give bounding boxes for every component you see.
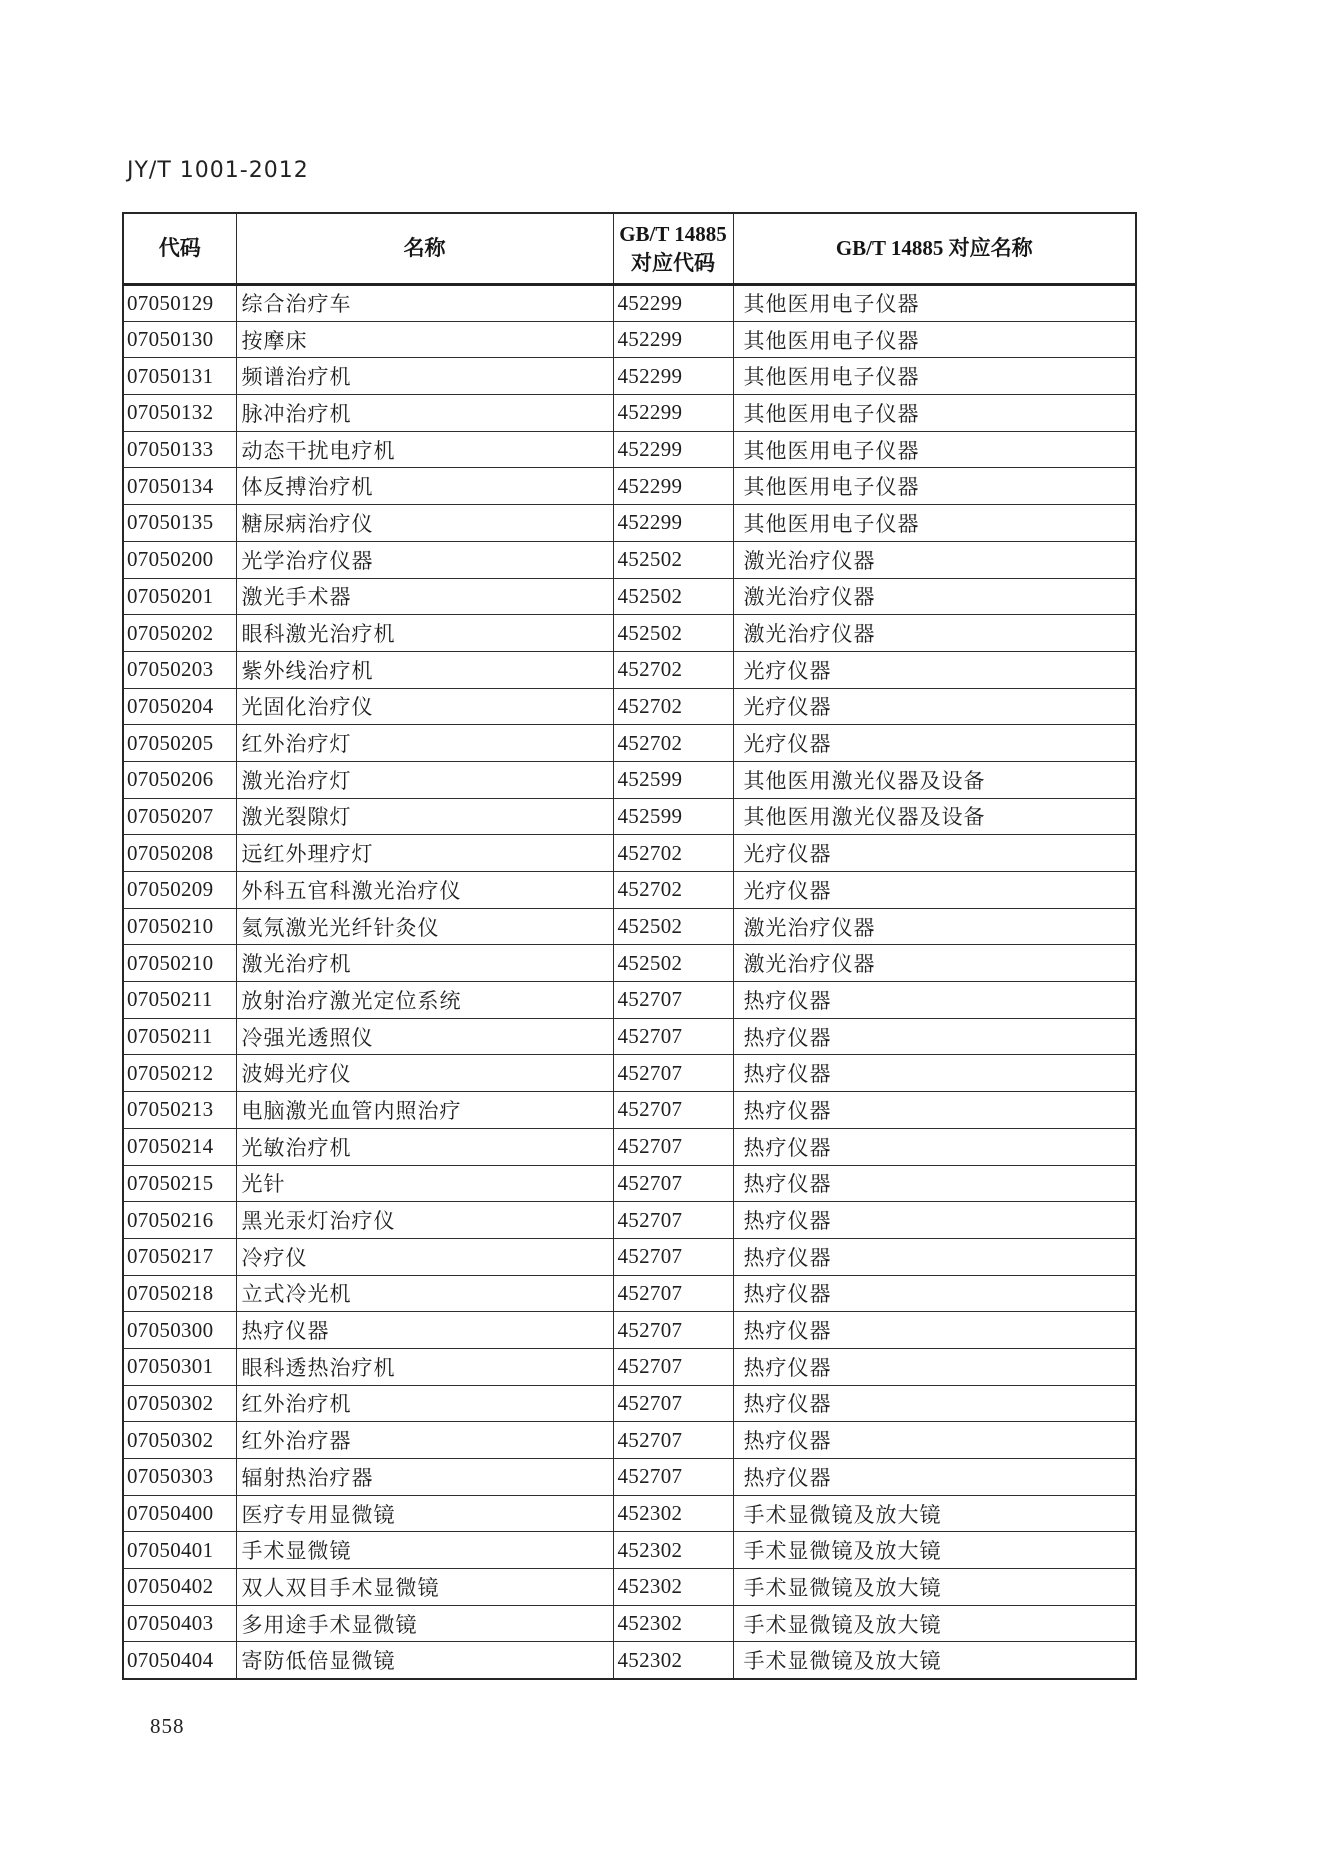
cell-gbt-name: 热疗仪器: [733, 1055, 1136, 1092]
cell-gbt-name: 光疗仪器: [733, 872, 1136, 909]
cell-name: 眼科透热治疗机: [236, 1348, 613, 1385]
cell-gbt-name: 热疗仪器: [733, 1422, 1136, 1459]
table-row: [123, 1422, 1136, 1459]
cell-code: 07050210: [123, 908, 236, 945]
cell-gbt-code: 452302: [613, 1569, 733, 1606]
table-row: [123, 688, 1136, 725]
cell-code: 07050216: [123, 1202, 236, 1239]
cell-gbt-name: 热疗仪器: [733, 1202, 1136, 1239]
cell-gbt-name: 热疗仪器: [733, 1128, 1136, 1165]
cell-name: 频谱治疗机: [236, 358, 613, 395]
code-mapping-table: [122, 212, 1137, 1680]
cell-gbt-code: 452299: [613, 358, 733, 395]
cell-code: 07050201: [123, 578, 236, 615]
cell-gbt-name: 激光治疗仪器: [733, 615, 1136, 652]
cell-name: 综合治疗车: [236, 285, 613, 322]
header-cell-gbt-code: [613, 213, 733, 285]
table-row: [123, 1348, 1136, 1385]
cell-gbt-code: 452707: [613, 1128, 733, 1165]
cell-gbt-code: 452599: [613, 798, 733, 835]
cell-name: 光针: [236, 1165, 613, 1202]
cell-gbt-code: 452702: [613, 651, 733, 688]
cell-name: 光敏治疗机: [236, 1128, 613, 1165]
cell-code: 07050211: [123, 982, 236, 1019]
cell-gbt-code: 452502: [613, 908, 733, 945]
cell-code: 07050302: [123, 1422, 236, 1459]
cell-gbt-code: 452302: [613, 1532, 733, 1569]
cell-gbt-name: 热疗仪器: [733, 1385, 1136, 1422]
table-row: [123, 1018, 1136, 1055]
cell-gbt-name: 光疗仪器: [733, 835, 1136, 872]
cell-gbt-name: 热疗仪器: [733, 1238, 1136, 1275]
cell-name: 光固化治疗仪: [236, 688, 613, 725]
table-row: [123, 725, 1136, 762]
cell-code: 07050134: [123, 468, 236, 505]
header-cell-code: 代码: [123, 213, 236, 285]
cell-gbt-code: 452502: [613, 541, 733, 578]
header-gbt-code-line1: GB/T 14885: [619, 221, 727, 246]
cell-code: 07050130: [123, 321, 236, 358]
cell-name: 远红外理疗灯: [236, 835, 613, 872]
cell-gbt-name: 其他医用电子仪器: [733, 431, 1136, 468]
page-number: 858: [150, 1714, 185, 1738]
table-row: [123, 1312, 1136, 1349]
table-row: [123, 798, 1136, 835]
table-row: [123, 468, 1136, 505]
cell-gbt-code: 452707: [613, 1055, 733, 1092]
cell-name: 外科五官科激光治疗仪: [236, 872, 613, 909]
cell-code: 07050133: [123, 431, 236, 468]
cell-gbt-name: 热疗仪器: [733, 1018, 1136, 1055]
table-row: [123, 541, 1136, 578]
cell-gbt-name: 其他医用激光仪器及设备: [733, 798, 1136, 835]
cell-name: 放射治疗激光定位系统: [236, 982, 613, 1019]
cell-code: 07050217: [123, 1238, 236, 1275]
cell-gbt-code: 452707: [613, 1275, 733, 1312]
cell-gbt-name: 热疗仪器: [733, 1092, 1136, 1129]
table-row: [123, 1459, 1136, 1496]
cell-code: 07050403: [123, 1605, 236, 1642]
cell-gbt-code: 452707: [613, 982, 733, 1019]
cell-gbt-code: 452302: [613, 1605, 733, 1642]
cell-gbt-code: 452707: [613, 1202, 733, 1239]
cell-code: 07050132: [123, 395, 236, 432]
cell-name: 寄防低倍显微镜: [236, 1642, 613, 1679]
cell-code: 07050203: [123, 651, 236, 688]
cell-gbt-code: 452707: [613, 1459, 733, 1496]
cell-name: 眼科激光治疗机: [236, 615, 613, 652]
table-row: [123, 1385, 1136, 1422]
cell-gbt-code: 452599: [613, 761, 733, 798]
cell-gbt-code: 452702: [613, 872, 733, 909]
cell-gbt-name: 热疗仪器: [733, 1275, 1136, 1312]
cell-gbt-code: 452302: [613, 1495, 733, 1532]
cell-gbt-code: 452707: [613, 1312, 733, 1349]
cell-gbt-name: 热疗仪器: [733, 1165, 1136, 1202]
cell-gbt-code: 452707: [613, 1348, 733, 1385]
cell-name: 激光裂隙灯: [236, 798, 613, 835]
cell-gbt-code: 452707: [613, 1422, 733, 1459]
cell-code: 07050402: [123, 1569, 236, 1606]
cell-name: 光学治疗仪器: [236, 541, 613, 578]
cell-name: 脉冲治疗机: [236, 395, 613, 432]
cell-gbt-name: 光疗仪器: [733, 725, 1136, 762]
table-row: [123, 1055, 1136, 1092]
cell-gbt-name: 光疗仪器: [733, 688, 1136, 725]
cell-gbt-code: 452502: [613, 578, 733, 615]
cell-gbt-code: 452502: [613, 945, 733, 982]
cell-code: 07050212: [123, 1055, 236, 1092]
cell-code: 07050400: [123, 1495, 236, 1532]
table-row: [123, 651, 1136, 688]
cell-code: 07050210: [123, 945, 236, 982]
cell-gbt-name: 其他医用电子仪器: [733, 285, 1136, 322]
cell-code: 07050401: [123, 1532, 236, 1569]
table-row: [123, 1165, 1136, 1202]
cell-name: 糖尿病治疗仪: [236, 505, 613, 542]
cell-gbt-name: 热疗仪器: [733, 1348, 1136, 1385]
table-row: [123, 321, 1136, 358]
cell-name: 立式冷光机: [236, 1275, 613, 1312]
cell-gbt-code: 452299: [613, 505, 733, 542]
cell-code: 07050218: [123, 1275, 236, 1312]
table-row: [123, 1605, 1136, 1642]
cell-code: 07050214: [123, 1128, 236, 1165]
doc-title: JY/T 1001-2012: [127, 158, 309, 183]
cell-name: 黑光汞灯治疗仪: [236, 1202, 613, 1239]
table-row: [123, 1238, 1136, 1275]
cell-gbt-code: 452707: [613, 1165, 733, 1202]
cell-gbt-code: 452702: [613, 835, 733, 872]
cell-code: 07050209: [123, 872, 236, 909]
cell-name: 按摩床: [236, 321, 613, 358]
table-row: [123, 1642, 1136, 1679]
cell-code: 07050200: [123, 541, 236, 578]
cell-gbt-code: 452707: [613, 1018, 733, 1055]
table-row: [123, 1092, 1136, 1129]
table-row: [123, 1128, 1136, 1165]
cell-name: 红外治疗灯: [236, 725, 613, 762]
cell-gbt-name: 激光治疗仪器: [733, 908, 1136, 945]
cell-code: 07050131: [123, 358, 236, 395]
table-row: [123, 578, 1136, 615]
cell-gbt-name: 手术显微镜及放大镜: [733, 1642, 1136, 1679]
cell-gbt-name: 激光治疗仪器: [733, 578, 1136, 615]
table-row: [123, 1569, 1136, 1606]
cell-name: 冷疗仪: [236, 1238, 613, 1275]
cell-code: 07050204: [123, 688, 236, 725]
cell-gbt-name: 光疗仪器: [733, 651, 1136, 688]
cell-gbt-name: 手术显微镜及放大镜: [733, 1495, 1136, 1532]
table-row: [123, 761, 1136, 798]
cell-code: 07050207: [123, 798, 236, 835]
cell-gbt-name: 激光治疗仪器: [733, 541, 1136, 578]
cell-gbt-name: 热疗仪器: [733, 982, 1136, 1019]
table-body: [123, 285, 1136, 1679]
header-cell-name: 名称: [236, 213, 613, 285]
table-header-row: [123, 213, 1136, 285]
cell-name: 激光治疗灯: [236, 761, 613, 798]
cell-gbt-code: 452702: [613, 725, 733, 762]
cell-gbt-code: 452302: [613, 1642, 733, 1679]
cell-name: 激光治疗机: [236, 945, 613, 982]
table-row: [123, 945, 1136, 982]
cell-gbt-name: 手术显微镜及放大镜: [733, 1605, 1136, 1642]
table-row: [123, 1532, 1136, 1569]
header-gbt-code-line2: 对应代码: [631, 250, 715, 275]
table-row: [123, 872, 1136, 909]
cell-name: 体反搏治疗机: [236, 468, 613, 505]
cell-name: 动态干扰电疗机: [236, 431, 613, 468]
cell-code: 07050202: [123, 615, 236, 652]
cell-name: 激光手术器: [236, 578, 613, 615]
cell-name: 紫外线治疗机: [236, 651, 613, 688]
cell-gbt-name: 手术显微镜及放大镜: [733, 1569, 1136, 1606]
cell-gbt-code: 452707: [613, 1238, 733, 1275]
cell-code: 07050208: [123, 835, 236, 872]
cell-gbt-name: 其他医用电子仪器: [733, 395, 1136, 432]
cell-gbt-name: 其他医用电子仪器: [733, 505, 1136, 542]
cell-name: 红外治疗机: [236, 1385, 613, 1422]
cell-gbt-code: 452299: [613, 468, 733, 505]
cell-code: 07050303: [123, 1459, 236, 1496]
cell-name: 热疗仪器: [236, 1312, 613, 1349]
cell-gbt-name: 热疗仪器: [733, 1459, 1136, 1496]
table-row: [123, 835, 1136, 872]
cell-name: 冷强光透照仪: [236, 1018, 613, 1055]
table-row: [123, 1202, 1136, 1239]
cell-gbt-name: 其他医用电子仪器: [733, 358, 1136, 395]
cell-code: 07050215: [123, 1165, 236, 1202]
cell-code: 07050404: [123, 1642, 236, 1679]
cell-gbt-name: 热疗仪器: [733, 1312, 1136, 1349]
table-row: [123, 1495, 1136, 1532]
table-row: [123, 615, 1136, 652]
cell-gbt-name: 手术显微镜及放大镜: [733, 1532, 1136, 1569]
cell-code: 07050135: [123, 505, 236, 542]
table-row: [123, 358, 1136, 395]
cell-gbt-code: 452707: [613, 1385, 733, 1422]
cell-name: 电脑激光血管内照治疗: [236, 1092, 613, 1129]
table-row: [123, 505, 1136, 542]
table-header: [123, 213, 1136, 285]
cell-code: 07050302: [123, 1385, 236, 1422]
cell-gbt-code: 452299: [613, 285, 733, 322]
cell-gbt-name: 其他医用激光仪器及设备: [733, 761, 1136, 798]
cell-code: 07050206: [123, 761, 236, 798]
cell-name: 双人双目手术显微镜: [236, 1569, 613, 1606]
table-row: [123, 395, 1136, 432]
table-row: [123, 908, 1136, 945]
cell-gbt-code: 452299: [613, 395, 733, 432]
cell-name: 辐射热治疗器: [236, 1459, 613, 1496]
cell-gbt-name: 其他医用电子仪器: [733, 468, 1136, 505]
table-row: [123, 982, 1136, 1019]
cell-code: 07050213: [123, 1092, 236, 1129]
table-row: [123, 431, 1136, 468]
cell-gbt-code: 452707: [613, 1092, 733, 1129]
cell-code: 07050129: [123, 285, 236, 322]
cell-code: 07050300: [123, 1312, 236, 1349]
cell-code: 07050211: [123, 1018, 236, 1055]
header-cell-gbt-name: GB/T 14885 对应名称: [733, 213, 1136, 285]
cell-code: 07050301: [123, 1348, 236, 1385]
cell-gbt-code: 452299: [613, 321, 733, 358]
cell-gbt-code: 452702: [613, 688, 733, 725]
table-row: [123, 285, 1136, 322]
cell-name: 医疗专用显微镜: [236, 1495, 613, 1532]
table-row: [123, 1275, 1136, 1312]
cell-name: 波姆光疗仪: [236, 1055, 613, 1092]
cell-gbt-code: 452299: [613, 431, 733, 468]
cell-name: 手术显微镜: [236, 1532, 613, 1569]
cell-code: 07050205: [123, 725, 236, 762]
cell-name: 氦氖激光光纤针灸仪: [236, 908, 613, 945]
cell-gbt-name: 其他医用电子仪器: [733, 321, 1136, 358]
cell-gbt-code: 452502: [613, 615, 733, 652]
cell-name: 红外治疗器: [236, 1422, 613, 1459]
cell-name: 多用途手术显微镜: [236, 1605, 613, 1642]
cell-gbt-name: 激光治疗仪器: [733, 945, 1136, 982]
